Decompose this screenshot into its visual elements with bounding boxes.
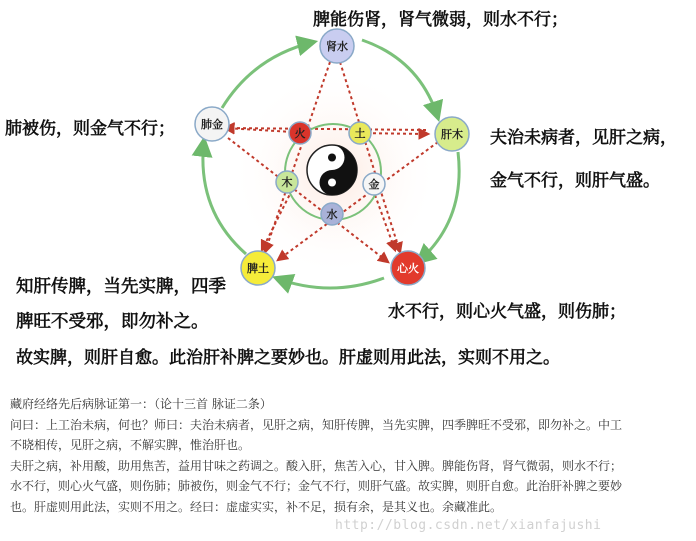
inner-node-earth xyxy=(349,122,371,144)
text-paragraph-4: 水不行，则心火气盛，则伤肺；肺被伤，则金气不行；金气不行，则肝气盛。故实脾，则肝自愈。此治肝补脾之要妙 xyxy=(10,479,623,493)
caption-right-1: 夫治未病者，见肝之病， xyxy=(490,128,677,148)
inner-node-metal-label: 金 xyxy=(368,177,380,191)
outer-node-water xyxy=(320,29,354,63)
inner-node-earth-label: 土 xyxy=(354,126,366,140)
caption-lower-left-1: 知肝传脾，当先实脾，四季 xyxy=(16,277,226,297)
inner-node-fire-label: 火 xyxy=(294,126,306,140)
caption-left: 肺被伤，则金气不行； xyxy=(5,119,175,139)
outer-node-wood-label: 肝木 xyxy=(441,127,463,141)
inner-node-metal xyxy=(363,173,385,195)
caption-lower-left-2: 脾旺不受邪，即勿补之。 xyxy=(16,312,209,332)
text-paragraph-5: 也。肝虚则用此法，实则不用之。经曰：虚虚实实，补不足，损有余，是其义也。余藏准此。 xyxy=(10,499,503,514)
source-text xyxy=(10,394,690,517)
text-paragraph-1: 问曰：上工治未病，何也？师曰：夫治未病者，见肝之病，知肝传脾，当先实脾，四季脾旺不受邪，即勿补之。中工 xyxy=(10,417,623,432)
caption-lower-right: 水不行，则心火气盛，则伤肺； xyxy=(388,302,626,322)
caption-right-2: 金气不行，则肝气盛。 xyxy=(490,171,660,191)
caption-top: 脾能伤肾，肾气微弱，则水不行； xyxy=(313,10,568,30)
inner-node-wood-label: 木 xyxy=(281,175,293,189)
outer-node-fire-label: 心火 xyxy=(397,261,419,275)
yin-yang-icon xyxy=(307,145,357,195)
watermark: http://blog.csdn.net/xianfajushi xyxy=(335,518,602,533)
outer-node-metal-label: 肺金 xyxy=(201,117,223,131)
arrow-fire-to-earth xyxy=(276,278,384,288)
text-paragraph-3: 夫肝之病，补用酸，助用焦苦，益用甘味之药调之。酸入肝，焦苦入心，甘入脾。脾能伤肾，肾气微弱，则水不行； xyxy=(10,458,623,473)
outer-node-water-label: 肾水 xyxy=(326,39,348,53)
inner-node-wood xyxy=(276,171,298,193)
caption-summary: 故实脾，则肝自愈。此治肝补脾之要妙也。肝虚则用此法，实则不用之。 xyxy=(16,348,560,368)
inner-node-water xyxy=(321,203,343,225)
inner-node-fire xyxy=(289,122,311,144)
outer-node-wood xyxy=(435,117,469,151)
outer-node-earth-label: 脾土 xyxy=(247,261,269,275)
outer-node-earth xyxy=(241,251,275,285)
inner-node-water-label: 水 xyxy=(326,207,338,221)
outer-node-fire xyxy=(391,251,425,285)
text-heading: 藏府经络先后病脉证第一：（论十三首 脉证二条） xyxy=(10,397,272,411)
text-paragraph-2: 不晓相传，见肝之病，不解实脾，惟治肝也。 xyxy=(10,438,251,452)
outer-node-metal xyxy=(195,107,229,141)
